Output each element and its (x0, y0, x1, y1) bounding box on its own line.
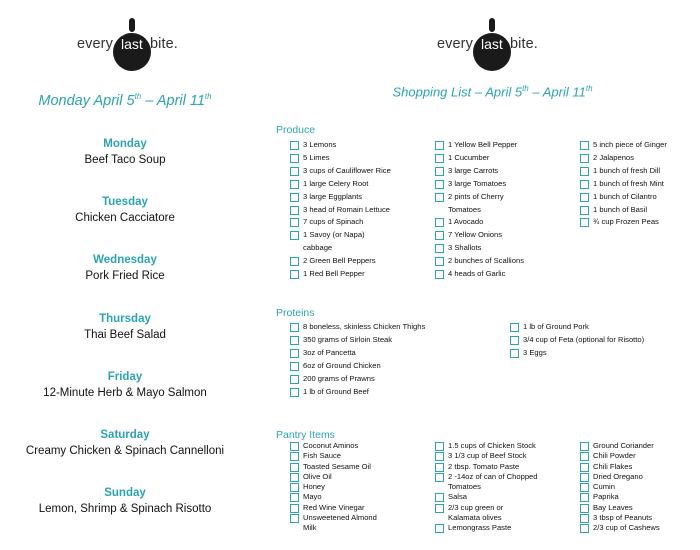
item-label: Bay Leaves (593, 502, 633, 512)
item-label: Tomatoes (448, 204, 481, 214)
item-label: 1 bunch of Cilantro (593, 191, 657, 201)
checkbox[interactable] (435, 154, 444, 163)
item-label: 1 Yellow Bell Pepper (448, 140, 518, 149)
list-item (435, 268, 524, 281)
checkbox[interactable] (435, 141, 444, 150)
list-item (435, 242, 524, 255)
list-item (290, 152, 391, 165)
list-item (435, 165, 524, 178)
item-label: Chili Powder (593, 451, 636, 461)
item-label: Milk (303, 523, 317, 533)
item-label: 2/3 cup of Cashews (593, 523, 660, 533)
list-item (580, 204, 667, 217)
day-name: Saturday (100, 429, 150, 441)
list-item (290, 503, 377, 513)
produce-heading: Produce (276, 124, 316, 136)
list-item (290, 360, 425, 373)
item-label: 7 cups of Spinach (303, 217, 364, 227)
checkbox[interactable] (290, 473, 299, 482)
list-item (290, 321, 425, 334)
checkbox[interactable] (290, 218, 299, 227)
meal-name: Lemon, Shrimp & Spinach Risotto (38, 503, 212, 515)
item-label: 200 grams of Prawns (303, 373, 375, 383)
list-item (580, 492, 660, 502)
item-label: 2 bunches of Scallions (448, 256, 524, 266)
item-label: 3oz of Pancetta (303, 347, 356, 357)
checkbox[interactable] (290, 362, 299, 371)
item-label: 1 bunch of Basil (593, 204, 648, 214)
item-label: 3 cups of Cauliflower Rice (303, 165, 391, 175)
item-label: 5 Limes (303, 152, 330, 162)
item-label: 2 Jalapenos (593, 152, 634, 162)
item-label: Cumin (593, 482, 615, 492)
list-item (435, 492, 538, 502)
list-item (435, 139, 524, 152)
checkbox[interactable] (290, 375, 299, 384)
item-label: 2 tbsp. Tomato Paste (448, 461, 520, 471)
checkbox[interactable] (290, 514, 299, 523)
list-item (290, 482, 377, 492)
checkbox[interactable] (510, 336, 519, 345)
item-label: Coconut Aminos (303, 441, 359, 450)
list-item (435, 503, 538, 513)
list-item (580, 482, 660, 492)
item-label: 3 Lemons (303, 140, 337, 149)
list-item (290, 178, 391, 191)
item-label: Olive Oil (303, 471, 332, 481)
list-item (290, 216, 391, 229)
checkbox[interactable] (435, 193, 444, 202)
day-name: Tuesday (102, 196, 148, 208)
checkbox[interactable] (580, 206, 589, 215)
checkbox[interactable] (290, 257, 299, 266)
list-item (290, 334, 425, 347)
list-item (290, 165, 391, 178)
day-friday (0, 370, 250, 401)
meal-name: Beef Taco Soup (84, 154, 166, 166)
item-label: Paprika (593, 492, 619, 502)
checkbox[interactable] (290, 349, 299, 358)
list-item (290, 191, 391, 204)
pantry-list-col1 (290, 441, 377, 534)
item-label: 1 lb of Ground Beef (303, 386, 369, 396)
brand-word-every: every (77, 36, 113, 52)
item-label: Toasted Sesame Oil (303, 461, 371, 471)
item-label: Salsa (448, 492, 467, 502)
item-label: 7 Yellow Onions (448, 230, 503, 240)
logo-right (437, 18, 557, 58)
day-wednesday (0, 253, 250, 284)
day-tuesday (0, 195, 250, 226)
checkbox[interactable] (290, 452, 299, 461)
checkbox[interactable] (435, 218, 444, 227)
item-label: Red Wine Vinegar (303, 502, 365, 512)
checkbox[interactable] (580, 514, 589, 523)
checkbox[interactable] (580, 193, 589, 202)
list-item (290, 523, 377, 533)
checkbox[interactable] (290, 323, 299, 332)
meal-name: Thai Beef Salad (84, 329, 166, 341)
checkbox[interactable] (580, 154, 589, 163)
list-item (290, 229, 391, 242)
list-item (580, 216, 667, 229)
item-label: 3 large Carrots (448, 165, 499, 175)
meal-name: Pork Fried Rice (85, 270, 165, 282)
checkbox[interactable] (290, 388, 299, 397)
checkbox[interactable] (290, 336, 299, 345)
checkbox[interactable] (435, 504, 444, 513)
list-item (580, 451, 660, 461)
list-item (435, 204, 524, 217)
day-monday (0, 137, 250, 168)
pantry-heading: Pantry Items (276, 429, 335, 441)
item-label: Chili Flakes (593, 461, 633, 471)
proteins-list-col1 (290, 321, 425, 398)
list-item (580, 139, 667, 152)
checkbox[interactable] (580, 218, 589, 227)
item-label: Mayo (303, 492, 322, 502)
produce-list-col2 (435, 139, 524, 281)
proteins-list-col2 (510, 321, 644, 360)
checkbox[interactable] (290, 504, 299, 513)
checkbox[interactable] (435, 493, 444, 502)
list-item (435, 462, 538, 472)
checkbox[interactable] (290, 483, 299, 492)
list-item (580, 165, 667, 178)
item-label: 8 boneless, skinless Chicken Thighs (303, 322, 426, 331)
meal-name: 12-Minute Herb & Mayo Salmon (43, 387, 207, 399)
day-thursday (0, 312, 250, 343)
list-item (290, 492, 377, 502)
list-item (510, 347, 644, 360)
shopping-list-title: Shopping List – April 5th – April 11th (392, 84, 593, 100)
checkbox[interactable] (290, 167, 299, 176)
item-label: ¾ cup Frozen Peas (593, 217, 659, 227)
checkbox[interactable] (580, 524, 589, 533)
list-item (580, 441, 660, 451)
list-item (510, 321, 644, 334)
meal-name: Creamy Chicken & Spinach Cannelloni (25, 445, 225, 457)
item-label: 2 -14oz of can of Chopped (448, 471, 538, 481)
pantry-list-col3 (580, 441, 660, 534)
list-item (290, 513, 377, 523)
item-label: 1 Avocado (448, 217, 484, 227)
day-name: Friday (107, 371, 143, 383)
item-label: 1 large Celery Root (303, 178, 369, 188)
checkbox[interactable] (435, 231, 444, 240)
checkbox[interactable] (435, 180, 444, 189)
item-label: 5 inch piece of Ginger (593, 140, 667, 149)
list-item (290, 204, 391, 217)
checkbox[interactable] (435, 257, 444, 266)
item-label: 1 bunch of fresh Dill (593, 165, 661, 175)
checkbox[interactable] (510, 323, 519, 332)
item-label: 1 Savoy (or Napa) (303, 230, 365, 240)
list-item (435, 451, 538, 461)
item-label: 4 heads of Garlic (448, 269, 506, 279)
list-item (290, 441, 377, 451)
checkbox[interactable] (290, 270, 299, 279)
item-label: Ground Coriander (593, 441, 654, 450)
checkbox[interactable] (290, 206, 299, 215)
item-label: 2 pints of Cherry (448, 191, 504, 201)
list-item (580, 178, 667, 191)
list-item (435, 513, 538, 523)
list-item (290, 472, 377, 482)
checkbox[interactable] (580, 167, 589, 176)
item-label: 1 lb of Ground Pork (523, 322, 589, 331)
list-item (290, 373, 425, 386)
brand-word-bite: bite. (150, 36, 178, 52)
list-item (290, 242, 391, 255)
list-item (435, 191, 524, 204)
brand-word-last: last (481, 36, 503, 52)
list-item (290, 268, 391, 281)
list-item (290, 451, 377, 461)
produce-list-col3 (580, 139, 667, 229)
day-saturday (0, 428, 250, 459)
item-label: 1.5 cups of Chicken Stock (448, 441, 536, 450)
checkbox[interactable] (580, 504, 589, 513)
item-label: Kalamata olives (448, 513, 502, 523)
list-item (435, 178, 524, 191)
list-item (435, 523, 538, 533)
item-label: 2/3 cup green or (448, 502, 504, 512)
list-item (435, 152, 524, 165)
checkbox[interactable] (435, 473, 444, 482)
list-item (290, 347, 425, 360)
day-name: Monday (103, 138, 147, 150)
list-item (435, 482, 538, 492)
list-item (580, 472, 660, 482)
checkbox[interactable] (435, 463, 444, 472)
list-item (580, 462, 660, 472)
meal-name: Chicken Cacciatore (75, 212, 175, 224)
list-item (580, 513, 660, 523)
item-label: Lemongrass Paste (448, 523, 512, 533)
checkbox[interactable] (435, 452, 444, 461)
checkbox[interactable] (580, 473, 589, 482)
list-item (435, 216, 524, 229)
list-item (435, 255, 524, 268)
checkbox[interactable] (435, 167, 444, 176)
day-name: Sunday (104, 487, 146, 499)
list-item (435, 441, 538, 451)
item-label: Fish Sauce (303, 451, 341, 461)
checkbox[interactable] (580, 141, 589, 150)
item-label: 3 large Tomatoes (448, 178, 507, 188)
checkbox[interactable] (435, 524, 444, 533)
checkbox[interactable] (510, 349, 519, 358)
checkbox[interactable] (580, 442, 589, 451)
list-item (435, 229, 524, 242)
list-item (510, 334, 644, 347)
checkbox[interactable] (290, 231, 299, 240)
checkbox[interactable] (580, 452, 589, 461)
list-item (435, 472, 538, 482)
produce-list-col1 (290, 139, 391, 281)
item-label: 1 Red Bell Pepper (303, 269, 365, 279)
brand-word-last: last (121, 36, 143, 52)
item-label: Tomatoes (448, 482, 481, 492)
checkbox[interactable] (290, 180, 299, 189)
checkbox[interactable] (435, 270, 444, 279)
item-label: Honey (303, 482, 325, 492)
proteins-heading: Proteins (276, 307, 315, 319)
item-label: 1 Cucumber (448, 152, 490, 162)
checkbox[interactable] (580, 493, 589, 502)
list-item (290, 462, 377, 472)
list-item (580, 503, 660, 513)
checkbox[interactable] (580, 180, 589, 189)
item-label: 350 grams of Sirloin Steak (303, 334, 393, 344)
checkbox[interactable] (435, 442, 444, 451)
logo-left (77, 18, 197, 58)
day-sunday (0, 486, 250, 517)
checkbox[interactable] (290, 463, 299, 472)
checkbox[interactable] (580, 463, 589, 472)
list-item (580, 191, 667, 204)
day-name: Wednesday (93, 254, 157, 266)
brand-word-bite: bite. (510, 36, 538, 52)
item-label: 3 Eggs (523, 347, 547, 357)
checkbox[interactable] (290, 154, 299, 163)
item-label: 3/4 cup of Feta (optional for Risotto) (523, 334, 645, 344)
item-label: 3 tbsp of Peanuts (593, 513, 653, 523)
item-label: Unsweetened Almond (303, 513, 377, 523)
list-item (290, 386, 425, 399)
day-name: Thursday (99, 313, 151, 325)
item-label: 2 Green Bell Peppers (303, 256, 376, 266)
checkbox[interactable] (435, 244, 444, 253)
menu-week-title: Monday April 5th – April 11th (38, 92, 212, 109)
item-label: 3 large Eggplants (303, 191, 363, 201)
item-label: 3 Shallots (448, 243, 482, 253)
item-label: 6oz of Ground Chicken (303, 360, 381, 370)
checkbox[interactable] (290, 493, 299, 502)
checkbox[interactable] (290, 141, 299, 150)
brand-word-every: every (437, 36, 473, 52)
item-label: 3 1/3 cup of Beef Stock (448, 451, 527, 461)
checkbox[interactable] (580, 483, 589, 492)
pantry-list-col2 (435, 441, 538, 534)
list-item (290, 255, 391, 268)
item-label: Dried Oregano (593, 471, 643, 481)
item-label: cabbage (303, 243, 333, 253)
item-label: 1 bunch of fresh Mint (593, 178, 664, 188)
checkbox[interactable] (290, 193, 299, 202)
checkbox[interactable] (290, 442, 299, 451)
list-item (580, 152, 667, 165)
list-item (290, 139, 391, 152)
item-label: 3 head of Romain Lettuce (303, 204, 390, 214)
list-item (580, 523, 660, 533)
